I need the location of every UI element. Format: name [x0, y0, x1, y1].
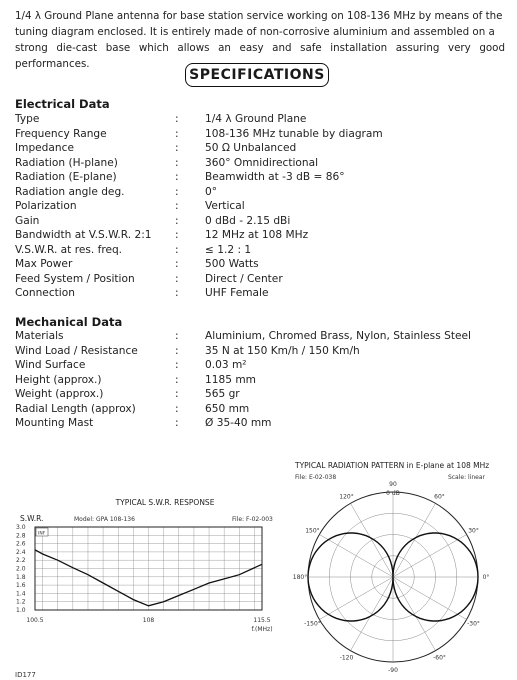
polar-angle-label: -90 — [388, 667, 398, 674]
mechanical-label: Radial Length (approx) — [15, 402, 136, 415]
electrical-data-heading: Electrical Data — [15, 97, 110, 111]
polar-angle-label: 60° — [434, 493, 445, 501]
electrical-row — [15, 112, 515, 126]
electrical-separator: : — [175, 258, 179, 270]
electrical-label: Max Power — [15, 258, 73, 270]
electrical-value: 500 Watts — [205, 258, 259, 270]
swr-y-tick-label: 1.6 — [16, 582, 26, 590]
electrical-row — [15, 257, 515, 271]
electrical-row — [15, 185, 515, 199]
mechanical-value: 650 mm — [205, 402, 250, 415]
polar-angle-label: 120° — [339, 493, 354, 501]
electrical-value: Direct / Center — [205, 272, 283, 285]
swr-x-ticks — [26, 617, 270, 624]
electrical-row — [15, 127, 515, 141]
polar-angle-labels — [293, 481, 490, 674]
mechanical-data-heading: Mechanical Data — [15, 315, 123, 329]
mechanical-row — [15, 344, 515, 358]
swr-axis-label: S.W.R. — [20, 514, 44, 523]
electrical-row — [15, 199, 515, 213]
electrical-value: Vertical — [205, 200, 245, 212]
intro-line-1: 1/4 λ Ground Plane antenna for base station service working on 108-136 MHz by means of the — [15, 10, 503, 22]
electrical-label: Feed System / Position — [15, 272, 135, 285]
electrical-row — [15, 243, 515, 257]
electrical-label: Impedance — [15, 142, 74, 154]
polar-angle-label: -30° — [467, 620, 480, 628]
electrical-value: 1/4 λ Ground Plane — [205, 113, 307, 125]
mechanical-label: Height (approx.) — [15, 373, 102, 386]
mechanical-row — [15, 373, 515, 387]
swr-corner-label: INF — [38, 531, 46, 537]
electrical-label: Bandwidth at V.S.W.R. 2:1 — [15, 229, 152, 241]
mechanical-value: 35 N at 150 Km/h / 150 Km/h — [205, 344, 360, 357]
electrical-value: 0 dBd - 2.15 dBi — [205, 214, 291, 227]
pattern-title: TYPICAL RADIATION PATTERN in E-plane at 108 MHz — [295, 461, 490, 470]
electrical-row — [15, 156, 515, 170]
mechanical-row — [15, 329, 515, 343]
polar-angle-label: 90 — [389, 481, 397, 488]
electrical-separator: : — [175, 113, 179, 125]
electrical-separator: : — [175, 127, 179, 140]
swr-y-tick-label: 2.0 — [16, 565, 26, 573]
swr-y-tick-label: 2.2 — [16, 557, 26, 565]
polar-angle-label: 0° — [482, 574, 490, 581]
pattern-0db-label: 0 dB — [386, 490, 400, 497]
electrical-row — [15, 286, 515, 300]
mechanical-separator: : — [175, 417, 179, 429]
electrical-value: UHF Female — [205, 287, 269, 299]
swr-y-tick-label: 1.8 — [16, 573, 26, 581]
mechanical-value: 1185 mm — [205, 373, 256, 386]
swr-y-tick-label: 2.8 — [16, 532, 26, 540]
electrical-value: 0° — [205, 185, 218, 198]
swr-x-tick-label: 115.5 — [253, 617, 271, 624]
electrical-value: 108-136 MHz tunable by diagram — [205, 127, 383, 140]
electrical-value: ≤ 1.2 : 1 — [205, 243, 252, 256]
swr-y-tick-label: 3.0 — [16, 524, 26, 531]
mechanical-separator: : — [175, 373, 179, 386]
electrical-label: V.S.W.R. at res. freq. — [15, 243, 123, 256]
polar-angle-label: 150° — [305, 527, 320, 535]
electrical-row — [15, 170, 515, 184]
electrical-separator: : — [175, 272, 179, 285]
mechanical-row — [15, 416, 515, 430]
electrical-separator: : — [175, 214, 179, 227]
mechanical-label: Materials — [15, 330, 64, 342]
electrical-value: 50 Ω Unbalanced — [205, 142, 297, 154]
swr-grid — [35, 527, 262, 610]
pattern-scale-label: Scale: linear — [447, 474, 485, 481]
swr-y-tick-label: 1.0 — [16, 607, 26, 614]
electrical-separator: : — [175, 156, 179, 169]
electrical-label: Radiation angle deg. — [15, 185, 125, 198]
mechanical-label: Mounting Mast — [15, 417, 94, 429]
electrical-row — [15, 141, 515, 155]
electrical-row — [15, 214, 515, 228]
swr-x-tick-label: 100.5 — [26, 617, 44, 624]
mechanical-separator: : — [175, 359, 179, 371]
electrical-label: Type — [15, 113, 40, 125]
swr-response-chart — [10, 490, 285, 640]
swr-file-label: File: F-02-003 — [232, 516, 273, 523]
electrical-value: 12 MHz at 108 MHz — [205, 229, 309, 241]
mechanical-value: Ø 35-40 mm — [205, 417, 272, 429]
swr-y-tick-label: 2.6 — [16, 540, 26, 548]
electrical-row — [15, 228, 515, 242]
swr-model-label: Model: GPA 108-136 — [74, 516, 135, 523]
swr-y-tick-label: 2.4 — [16, 548, 26, 556]
electrical-row — [15, 272, 515, 286]
electrical-separator: : — [175, 229, 179, 241]
mechanical-value: 0.03 m² — [205, 359, 247, 371]
electrical-separator: : — [175, 287, 179, 299]
swr-x-axis-unit: f.(MHz) — [251, 626, 273, 633]
electrical-label: Radiation (E-plane) — [15, 171, 117, 183]
mechanical-separator: : — [175, 330, 179, 342]
mechanical-row — [15, 358, 515, 372]
mechanical-label: Wind Surface — [15, 359, 86, 371]
electrical-value: Beamwidth at -3 dB = 86° — [205, 171, 345, 183]
mechanical-value: 565 gr — [205, 388, 240, 400]
polar-angle-label: -150° — [304, 620, 321, 628]
mechanical-row — [15, 387, 515, 401]
electrical-label: Frequency Range — [15, 127, 107, 140]
electrical-separator: : — [175, 185, 179, 198]
mechanical-separator: : — [175, 344, 179, 357]
specifications-title: SPECIFICATIONS — [185, 63, 329, 87]
electrical-value: 360° Omnidirectional — [205, 156, 319, 169]
swr-y-tick-label: 1.4 — [16, 590, 26, 598]
electrical-label: Gain — [15, 214, 40, 227]
polar-angle-label: 30° — [468, 527, 479, 535]
pattern-file-label: File: E-02-038 — [295, 474, 337, 481]
mechanical-label: Wind Load / Resistance — [15, 344, 138, 357]
intro-line-3: strong die-cast base which allows an easy and safe installation assuring very good performances. — [15, 42, 505, 70]
document-id: ID177 — [15, 671, 36, 679]
intro-line-2: tuning diagram enclosed. It is entirely made of non-corrosive aluminium and assembled on a — [15, 26, 495, 38]
electrical-separator: : — [175, 243, 179, 256]
swr-y-tick-label: 1.2 — [16, 598, 26, 606]
radiation-pattern-chart — [290, 455, 512, 677]
polar-angle-label: 180° — [292, 574, 308, 581]
polar-angle-label: -60° — [433, 654, 446, 662]
mechanical-value: Aluminium, Chromed Brass, Nylon, Stainless Steel — [205, 330, 471, 342]
mechanical-label: Weight (approx.) — [15, 388, 104, 400]
mechanical-separator: : — [175, 402, 179, 415]
polar-angle-label: -120 — [339, 654, 354, 662]
electrical-separator: : — [175, 200, 179, 212]
electrical-separator: : — [175, 142, 179, 154]
electrical-label: Connection — [15, 287, 75, 299]
mechanical-row — [15, 402, 515, 416]
swr-y-ticks — [16, 524, 26, 614]
swr-chart-title: TYPICAL S.W.R. RESPONSE — [115, 498, 215, 507]
mechanical-separator: : — [175, 388, 179, 400]
electrical-label: Radiation (H-plane) — [15, 156, 118, 169]
electrical-label: Polarization — [15, 200, 77, 212]
swr-x-tick-label: 108 — [142, 617, 155, 624]
electrical-separator: : — [175, 171, 179, 183]
